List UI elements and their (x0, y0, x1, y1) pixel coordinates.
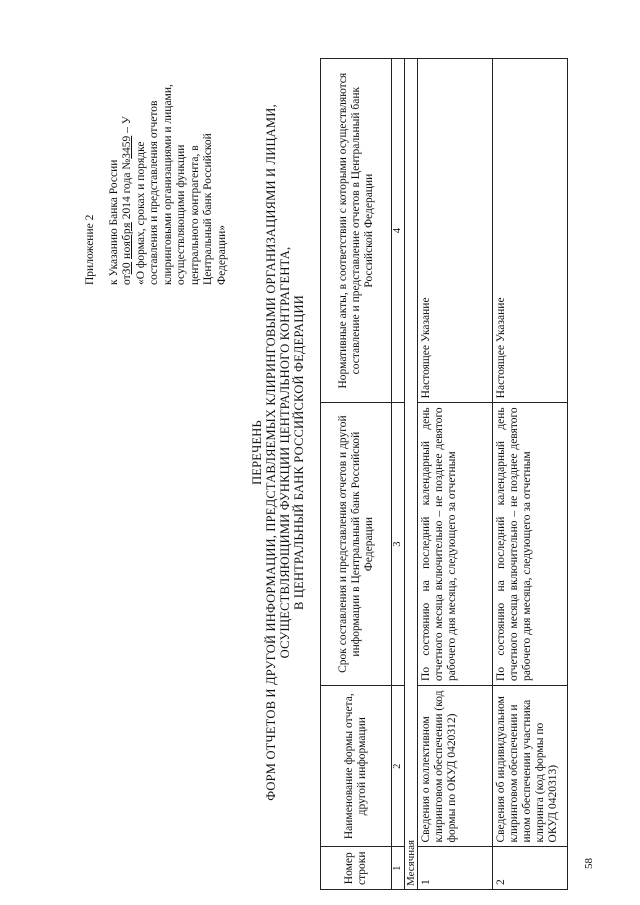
header-cell-acts: Нормативные акты, в соответствии с которыми осуществляются составление и представление отчетов в Центральный банк Российской Федерации (321, 59, 392, 403)
heading-line: ОСУЩЕСТВЛЯЮЩИМИ ФУНКЦИИ ЦЕНТРАЛЬНОГО КОНТРАГЕНТА, (278, 246, 292, 659)
date-word: года (121, 172, 133, 194)
column-number: 3 (392, 403, 405, 686)
date-year: 2014 (121, 196, 133, 220)
date-prefix: от (121, 274, 133, 285)
forms-table (320, 58, 568, 890)
appendix-line: к Указанию Банка России (107, 159, 120, 285)
header-cell-name: Наименование формы отчета, другой информации (321, 685, 392, 847)
row-normative-act: Настоящее Указание (493, 59, 568, 403)
appendix-line: клиринговыми организациями и лицами, (161, 84, 174, 285)
header-cell-deadline: Срок составления и представления отчетов и другой информации в Центральный банк Российской Федерации (321, 403, 392, 686)
appendix-line: составления и представления отчетов (148, 100, 160, 285)
column-number: 2 (392, 685, 405, 847)
appendix-line: Центральный банк Российской (202, 133, 214, 285)
row-deadline: По состоянию на последний календарный день отчетного месяца включительно – не позднее девятого рабочего дня месяца, следующего за отчетным (418, 403, 493, 686)
heading-line: ПЕРЕЧЕНЬ (250, 420, 264, 485)
row-form-name: Сведения об индивидуальном клиринговом обеспечении и ином обеспечении участника клиринга (код формы по ОКУД 0420313) (493, 685, 568, 847)
table-row (493, 59, 568, 890)
number-sign: № (121, 158, 133, 170)
section-row (405, 59, 418, 890)
row-deadline: По состоянию на последний календарный день отчетного месяца включительно – не позднее девятого рабочего дня месяца, следующего за отчетным (493, 403, 568, 686)
appendix-block (84, 40, 229, 285)
section-label: Месячная (405, 59, 418, 890)
page-number: 58 (583, 858, 595, 869)
number-suffix: – У (121, 116, 133, 133)
appendix-line: Федерации» (215, 224, 228, 285)
appendix-line: осуществляющими функции (175, 144, 187, 285)
table-header-row (321, 59, 392, 890)
column-number-row (392, 59, 405, 890)
header-cell-number: Номер строки (321, 847, 392, 890)
appendix-date-line (121, 40, 135, 285)
document-number: 3459 (121, 135, 133, 159)
row-normative-act: Настоящее Указание (418, 59, 493, 403)
row-number: 1 (418, 847, 493, 890)
appendix-title: Приложение 2 (84, 214, 96, 285)
row-number: 2 (493, 847, 568, 890)
appendix-line: центрального контрагента, в (188, 145, 201, 285)
heading-line: В ЦЕНТРАЛЬНЫЙ БАНК РОССИЙСКОЙ ФЕДЕРАЦИИ (292, 295, 306, 610)
column-number: 4 (392, 59, 405, 403)
heading-line: ФОРМ ОТЧЕТОВ И ДРУГОЙ ИНФОРМАЦИИ, ПРЕДСТАВЛЯЕМЫХ КЛИРИНГОВЫМИ ОРГАНИЗАЦИЯМИ И ЛИЦАМИ, (264, 104, 278, 801)
date-month: ноября (121, 222, 133, 259)
row-form-name: Сведения о коллективном клиринговом обеспечении (код формы по ОКУД 0420312) (418, 685, 493, 847)
table-row (418, 59, 493, 890)
date-day: 30 (121, 261, 133, 275)
document-heading (250, 0, 306, 905)
column-number: 1 (392, 847, 405, 890)
appendix-line: «О формах, сроках и порядке (134, 141, 147, 285)
